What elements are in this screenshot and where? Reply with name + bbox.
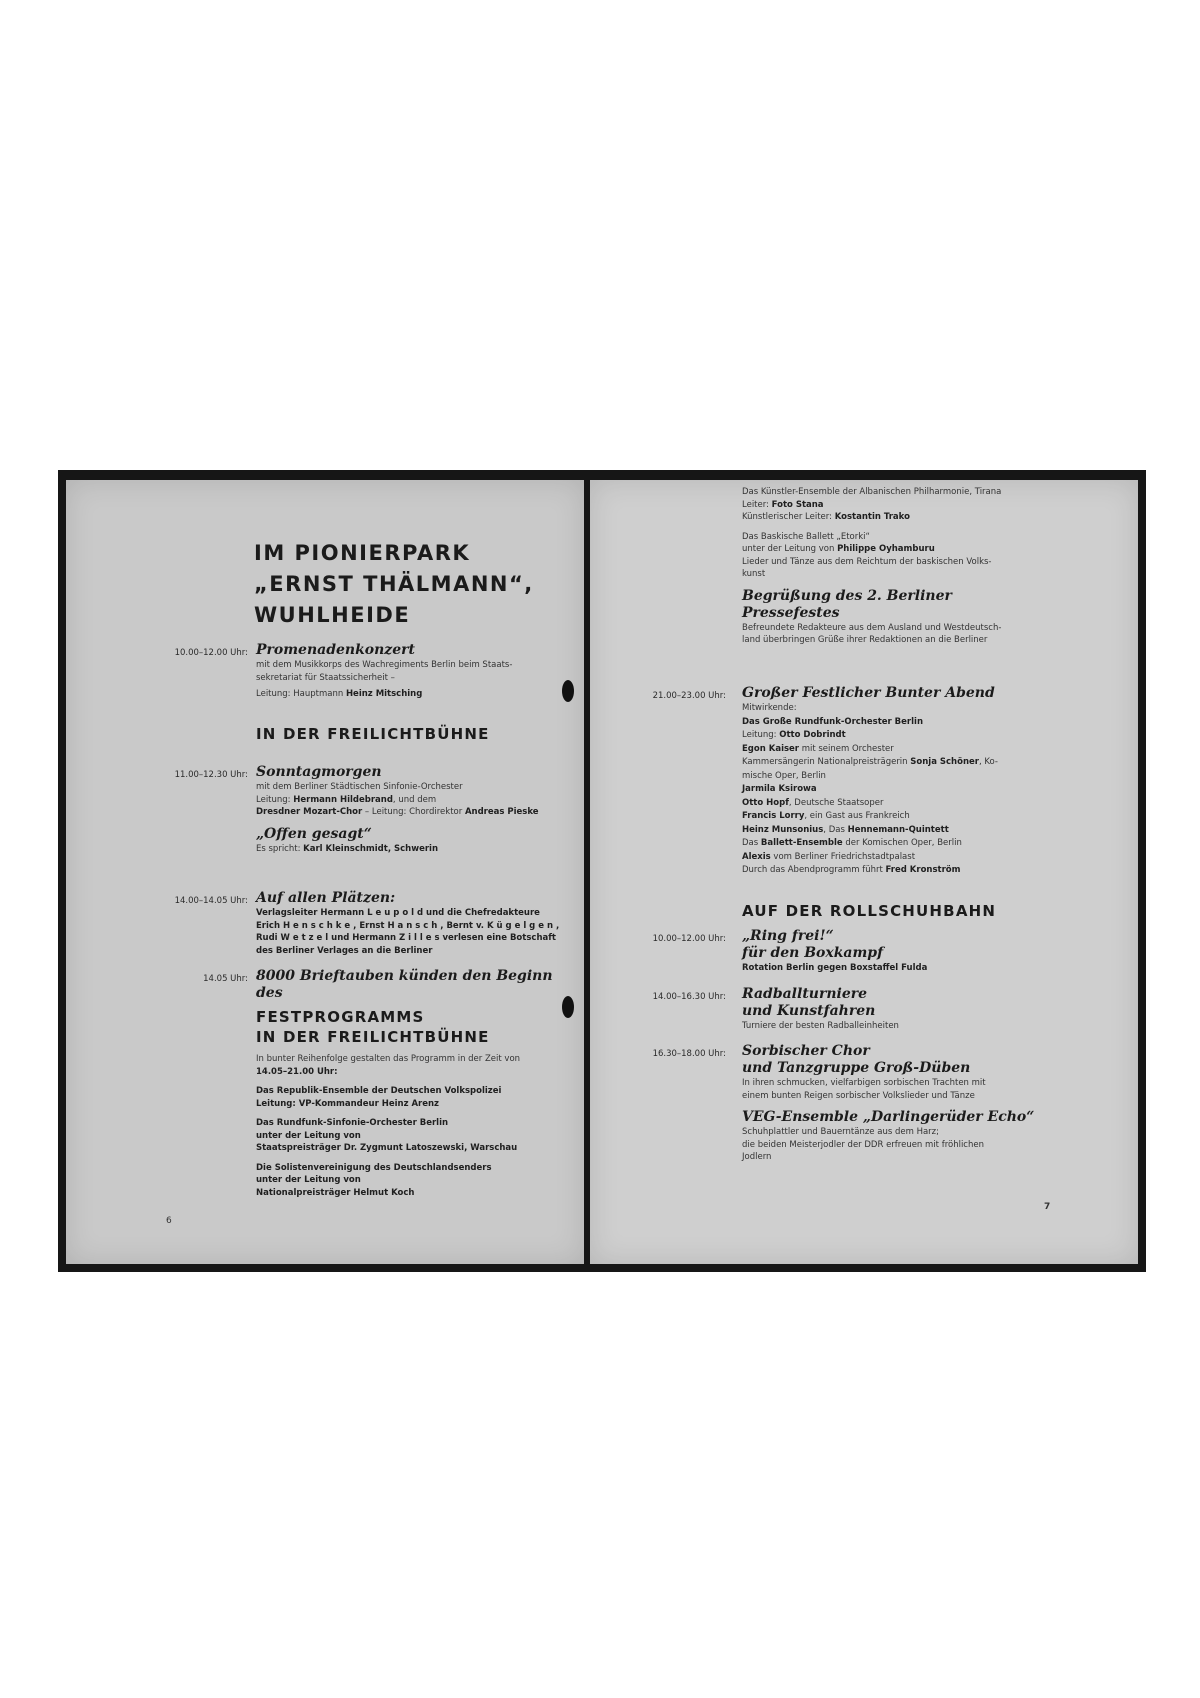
entry-title: für den Boxkampf <box>742 945 884 961</box>
entry-title: Radballturniere <box>742 986 868 1002</box>
right-page <box>590 480 1138 1264</box>
entry-title: „Offen gesagt“ <box>256 825 372 842</box>
program-entry <box>742 685 1042 878</box>
entry-text: Rotation Berlin gegen Boxstaffel Fulda <box>742 963 928 973</box>
program-entry <box>256 890 566 957</box>
entry-text: Schuhplattler und Bauerntänze aus dem Harz; die beiden Meisterjodler der DDR erfreuen mit fröhlichen Jodlern <box>742 1127 984 1162</box>
entry-title: Auf allen Plätzen: <box>256 890 396 906</box>
punch-hole <box>562 996 574 1018</box>
program-entry <box>256 968 576 1199</box>
program-entry <box>742 986 1042 1033</box>
time-label: 16.30–18.00 Uhr: <box>652 1049 726 1059</box>
entry-title: Sonntagmorgen <box>256 764 382 780</box>
entry-title: Promenadenkonzert <box>256 642 416 658</box>
program-entry <box>742 1043 1052 1164</box>
entry-title: VEG-Ensemble „Darlingerüder Echo“ <box>742 1109 1035 1125</box>
heading-line-3: WUHLHEIDE <box>254 603 411 627</box>
entry-title: „Ring frei!“ <box>742 928 834 944</box>
punch-hole <box>562 680 574 702</box>
entry-text: Verlagsleiter Hermann L e u p o l d und die Chefredakteure Erich H e n s c h k e , Ernst H a n s c h , Bernt v. K ü g e l g e n , Rudi W e t z e l und Hermann Z i l l e s verlesen eine Botschaft des Berliner Verlages an die Berliner <box>256 908 560 956</box>
festprogramm-heading: FESTPROGRAMMS IN DER FREILICHTBÜHNE <box>256 1008 490 1046</box>
time-label: 21.00–23.00 Uhr: <box>652 691 726 701</box>
time-label: 14.00–16.30 Uhr: <box>652 992 726 1002</box>
booklet-scan <box>58 470 1146 1272</box>
program-entry <box>256 642 556 701</box>
park-heading <box>254 538 534 631</box>
entry-text: Befreundete Redakteure aus dem Ausland und Westdeutsch- land überbringen Grüße ihrer Redaktionen an die Berliner <box>742 622 1002 645</box>
time-label: 11.00–12.30 Uhr: <box>174 770 248 780</box>
entry-title: und Tanzgruppe Groß-Düben <box>742 1060 971 1076</box>
entry-title: Großer Festlicher Bunter Abend <box>742 685 995 701</box>
left-page <box>66 480 584 1264</box>
entry-text: mit dem Berliner Städtischen Sinfonie-Orchester Leitung: Hermann Hildebrand, und dem Dresdner Mozart-Chor – Leitung: Chordirektor Andreas Pieske <box>256 782 539 817</box>
program-entry <box>742 486 1042 647</box>
time-label: 10.00–12.00 Uhr: <box>174 648 248 658</box>
time-label: 14.00–14.05 Uhr: <box>174 896 248 906</box>
entry-text: Mitwirkende: Das Große Rundfunk-Orchester Berlin Leitung: Otto Dobrindt Egon Kaiser mit seinem Orchester Kammersängerin Nationalpreisträgerin Sonja Schöner, Ko- mische Oper, Berlin Jarmila Ksirowa Otto Hopf, Deutsche Staatsoper Francis Lorry, ein Gast aus Frankreich Heinz Munsonius, Das Hennemann-Quintett Das Ballett-Ensemble der Komischen Oper, Berlin Alexis vom Berliner Friedrichstadtpalast Durch das Abendprogramm führt Fred Kronström <box>742 703 998 875</box>
entry-title: 8000 Brieftauben künden den Beginn des <box>256 968 553 1001</box>
page-number: 7 <box>1044 1202 1051 1212</box>
time-label: 10.00–12.00 Uhr: <box>652 934 726 944</box>
heading-line-2: „ERNST THÄLMANN“, <box>254 572 534 596</box>
time-label: 14.05 Uhr: <box>203 974 248 984</box>
entry-text: Turniere der besten Radballeinheiten <box>742 1021 899 1031</box>
entry-text: In ihren schmucken, vielfarbigen sorbischen Trachten mit einem bunten Reigen sorbischer Volkslieder und Tänze <box>742 1078 986 1101</box>
entry-text: mit dem Musikkorps des Wachregiments Berlin beim Staats- sekretariat für Staatssicherheit – Leitung: Hauptmann Heinz Mitsching <box>256 660 513 699</box>
program-entry <box>742 928 1042 975</box>
section-heading: IN DER FREILICHTBÜHNE <box>256 725 490 743</box>
entry-title: und Kunstfahren <box>742 1003 876 1019</box>
entry-text: Das Baskische Ballett „Etorki“ unter der Leitung von Philippe Oyhamburu Lieder und Tänze aus dem Reichtum der baskischen Volks- kunst <box>742 531 992 579</box>
heading-line-1: IM PIONIERPARK <box>254 541 471 565</box>
entry-text: In bunter Reihenfolge gestalten das Programm in der Zeit von 14.05–21.00 Uhr: Das Republik-Ensemble der Deutschen Volkspolizei Leitung: VP-Kommandeur Heinz Arenz Das Rundfunk-Sinfonie-Orchester Berlin unter der Leitung von Staatspreisträger Dr. Zygmunt Latoszewski, Warschau Die Solistenvereinigung des Deutschlandsenders unter der Leitung von Nationalpreisträger Helmut Koch <box>256 1054 521 1198</box>
section-heading: AUF DER ROLLSCHUHBAHN <box>742 902 997 920</box>
entry-title: Sorbischer Chor <box>742 1043 870 1059</box>
program-entry: Sonntagmorgen mit dem Berliner Städtischen Sinfonie-Orchester Leitung: Hermann Hildebrand, und dem Dresdner Mozart-Chor – Leitung: Chordirektor Andreas Pieske „Offen gesagt“ Es spricht: Karl Kleinschmidt, Schwerin <box>256 764 566 855</box>
entry-text: Das Künstler-Ensemble der Albanischen Philharmonie, Tirana Leiter: Foto Stana Künstlerischer Leiter: Kostantin Trako <box>742 487 1002 522</box>
entry-title: Begrüßung des 2. Berliner Pressefestes <box>742 587 952 621</box>
page-number: 6 <box>166 1216 172 1226</box>
